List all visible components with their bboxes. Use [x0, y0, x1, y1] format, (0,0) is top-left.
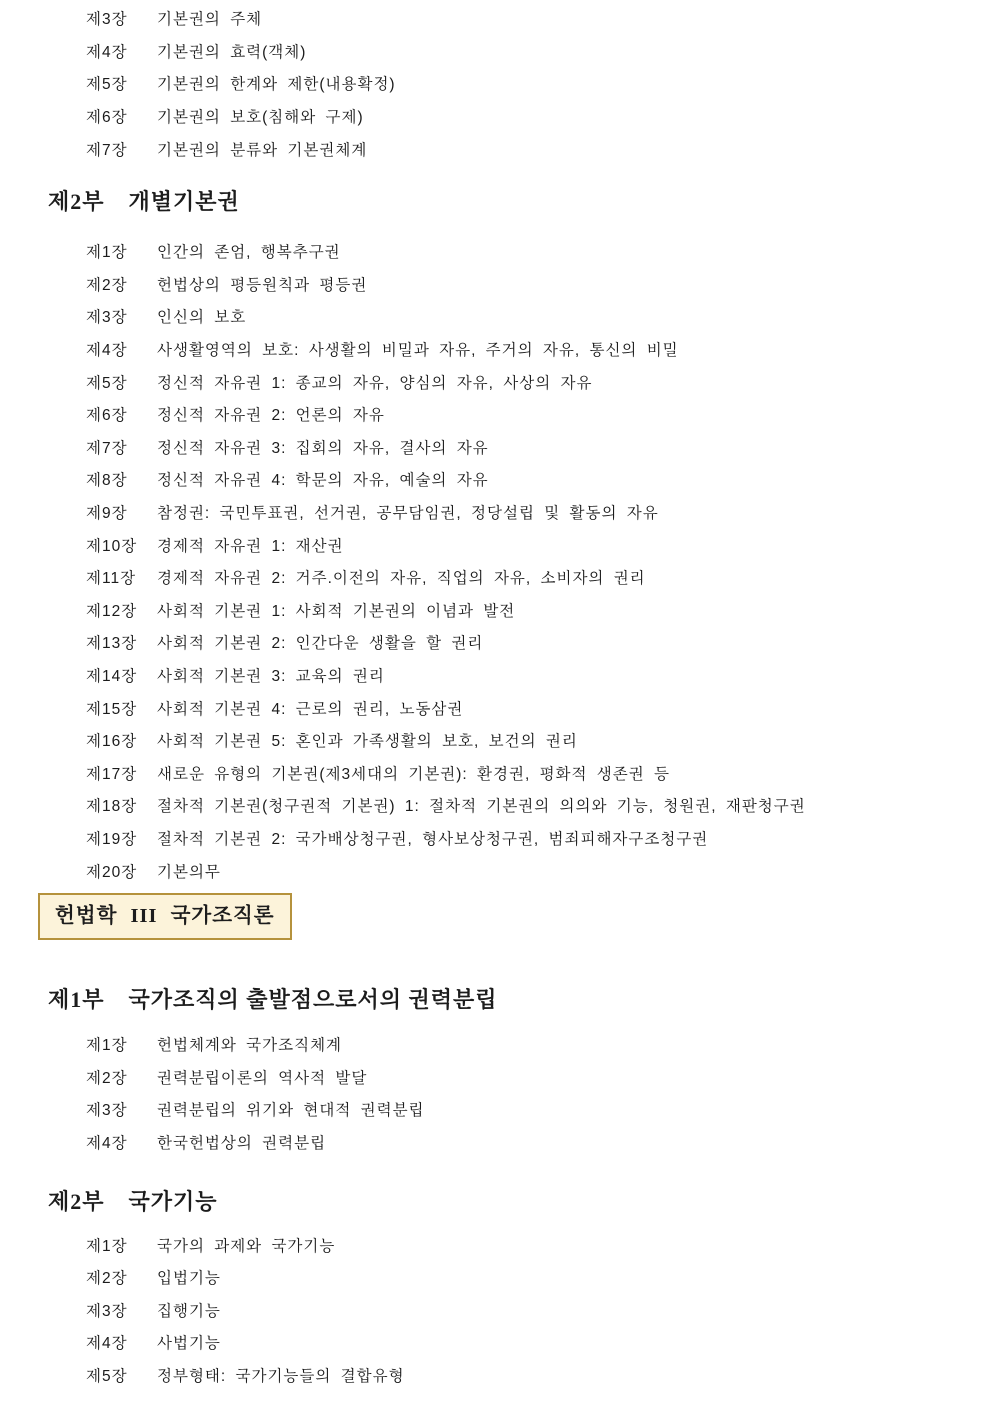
chapter-row: [86, 1028, 992, 1061]
chapter-number: 제2장: [86, 276, 128, 294]
chapter-row: [86, 1093, 992, 1126]
part-title: 개별기본권: [128, 188, 240, 214]
volume-banner: [38, 893, 292, 940]
chapter-row: [86, 268, 992, 301]
chapter-number: 제3장: [86, 11, 128, 29]
part-number: 제2부: [48, 1189, 105, 1215]
chapter-number: 제5장: [86, 1367, 128, 1385]
chapter-number: 제3장: [86, 1102, 128, 1120]
chapter-title: 기본권의 분류와 기본권체계: [157, 141, 368, 159]
chapter-row: [86, 854, 992, 887]
chapter-number: 제4장: [86, 43, 128, 61]
chapter-title: 입법기능: [157, 1270, 221, 1288]
chapter-number: 제10장: [86, 537, 138, 555]
chapter-number: 제12장: [86, 602, 138, 620]
chapter-number: 제16장: [86, 733, 138, 751]
chapter-row: [86, 333, 992, 366]
part-heading-individual-rights: [0, 187, 992, 217]
chapter-title: 새로운 유형의 기본권(제3세대의 기본권): 환경권, 평화적 생존권 등: [157, 765, 671, 783]
chapter-row: [86, 463, 992, 496]
chapter-number: 제14장: [86, 667, 138, 685]
volume-banner-text: 헌법학 III 국가조직론: [55, 904, 275, 927]
chapter-row: [86, 822, 992, 855]
chapter-title: 사회적 기본권 2: 인간다운 생활을 할 권리: [157, 635, 484, 653]
chapter-row: [86, 724, 992, 757]
chapter-title: 절차적 기본권(청구권적 기본권) 1: 절차적 기본권의 의의와 기능, 청원권, 재판청구권: [157, 798, 806, 816]
chapter-number: 제7장: [86, 141, 128, 159]
chapter-title: 인간의 존엄, 행복추구권: [157, 244, 341, 262]
chapter-row: [86, 235, 992, 268]
chapter-title: 정신적 자유권 4: 학문의 자유, 예술의 자유: [157, 472, 489, 490]
chapter-title: 정부형태: 국가기능들의 결합유형: [157, 1367, 405, 1385]
chapter-number: 제1장: [86, 244, 128, 262]
part-title: 국가조직의 출발점으로서의 권력분립: [128, 986, 498, 1012]
chapter-number: 제4장: [86, 1335, 128, 1353]
chapter-row: [86, 789, 992, 822]
chapter-list-state-functions: [0, 1228, 992, 1391]
chapter-row: [86, 398, 992, 431]
chapter-list-individual-rights: [0, 235, 992, 887]
chapter-title: 기본권의 보호(침해와 구제): [157, 109, 364, 127]
chapter-row: [86, 2, 992, 35]
chapter-title: 헌법상의 평등원칙과 평등권: [157, 276, 368, 294]
chapter-row: [86, 1293, 992, 1326]
chapter-row: [86, 1326, 992, 1359]
chapter-number: 제1장: [86, 1237, 128, 1255]
chapter-number: 제3장: [86, 1302, 128, 1320]
chapter-row: [86, 1060, 992, 1093]
chapter-title: 기본의무: [157, 863, 221, 881]
chapter-title: 정신적 자유권 2: 언론의 자유: [157, 407, 385, 425]
part-title: 국가기능: [128, 1189, 218, 1215]
chapter-number: 제8장: [86, 472, 128, 490]
chapter-title: 사생활영역의 보호: 사생활의 비밀과 자유, 주거의 자유, 통신의 비밀: [157, 342, 679, 360]
part-number: 제2부: [48, 188, 105, 214]
chapter-title: 참정권: 국민투표권, 선거권, 공무담임권, 정당설립 및 활동의 자유: [157, 505, 659, 523]
chapter-title: 집행기능: [157, 1302, 221, 1320]
chapter-number: 제5장: [86, 374, 128, 392]
chapter-number: 제2장: [86, 1069, 128, 1087]
chapter-row: [86, 1359, 992, 1392]
chapter-number: 제7장: [86, 439, 128, 457]
chapter-number: 제2장: [86, 1270, 128, 1288]
chapter-row: [86, 691, 992, 724]
chapter-row: [86, 100, 992, 133]
chapter-number: 제20장: [86, 863, 138, 881]
chapter-number: 제3장: [86, 309, 128, 327]
chapter-number: 제13장: [86, 635, 138, 653]
chapter-title: 사회적 기본권 3: 교육의 권리: [157, 667, 385, 685]
chapter-list-separation-of-powers: [0, 1028, 992, 1158]
chapter-row: [86, 431, 992, 464]
chapter-row: [86, 626, 992, 659]
chapter-row: [86, 132, 992, 165]
chapter-row: [86, 659, 992, 692]
chapter-row: [86, 561, 992, 594]
chapter-title: 경제적 자유권 1: 재산권: [157, 537, 344, 555]
chapter-number: 제4장: [86, 342, 128, 360]
chapter-row: [86, 756, 992, 789]
chapter-number: 제9장: [86, 505, 128, 523]
chapter-title: 정신적 자유권 3: 집회의 자유, 결사의 자유: [157, 439, 489, 457]
chapter-list-basic-rights-general: [0, 0, 992, 165]
chapter-title: 사회적 기본권 5: 혼인과 가족생활의 보호, 보건의 권리: [157, 733, 578, 751]
chapter-number: 제18장: [86, 798, 138, 816]
chapter-title: 정신적 자유권 1: 종교의 자유, 양심의 자유, 사상의 자유: [157, 374, 593, 392]
chapter-number: 제4장: [86, 1134, 128, 1152]
chapter-number: 제6장: [86, 109, 128, 127]
chapter-title: 사법기능: [157, 1335, 221, 1353]
part-number: 제1부: [48, 986, 105, 1012]
chapter-row: [86, 300, 992, 333]
chapter-row: [86, 1228, 992, 1261]
chapter-row: [86, 1261, 992, 1294]
chapter-title: 한국헌법상의 권력분립: [157, 1134, 327, 1152]
chapter-title: 헌법체계와 국가조직체계: [157, 1037, 343, 1055]
chapter-title: 기본권의 한계와 제한(내용확정): [157, 76, 396, 94]
chapter-title: 인신의 보호: [157, 309, 247, 327]
chapter-title: 국가의 과제와 국가기능: [157, 1237, 336, 1255]
chapter-number: 제17장: [86, 765, 138, 783]
chapter-title: 권력분립의 위기와 현대적 권력분립: [157, 1102, 425, 1120]
chapter-title: 기본권의 주체: [157, 11, 263, 29]
chapter-title: 권력분립이론의 역사적 발달: [157, 1069, 368, 1087]
chapter-number: 제11장: [86, 570, 137, 588]
chapter-title: 기본권의 효력(객체): [157, 43, 307, 61]
chapter-title: 경제적 자유권 2: 거주.이전의 자유, 직업의 자유, 소비자의 권리: [157, 570, 646, 588]
chapter-number: 제5장: [86, 76, 128, 94]
chapter-number: 제15장: [86, 700, 138, 718]
chapter-number: 제19장: [86, 830, 138, 848]
chapter-row: [86, 496, 992, 529]
chapter-title: 절차적 기본권 2: 국가배상청구권, 형사보상청구권, 범죄피해자구조청구권: [157, 830, 709, 848]
chapter-title: 사회적 기본권 1: 사회적 기본권의 이념과 발전: [157, 602, 516, 620]
chapter-row: [86, 1126, 992, 1159]
chapter-row: [86, 594, 992, 627]
chapter-row: [86, 365, 992, 398]
part-heading-separation-of-powers: [0, 985, 992, 1015]
chapter-row: [86, 35, 992, 68]
chapter-number: 제6장: [86, 407, 128, 425]
part-heading-state-functions: [0, 1187, 992, 1217]
chapter-row: [86, 528, 992, 561]
chapter-number: 제1장: [86, 1037, 128, 1055]
chapter-row: [86, 67, 992, 100]
chapter-title: 사회적 기본권 4: 근로의 권리, 노동삼권: [157, 700, 464, 718]
